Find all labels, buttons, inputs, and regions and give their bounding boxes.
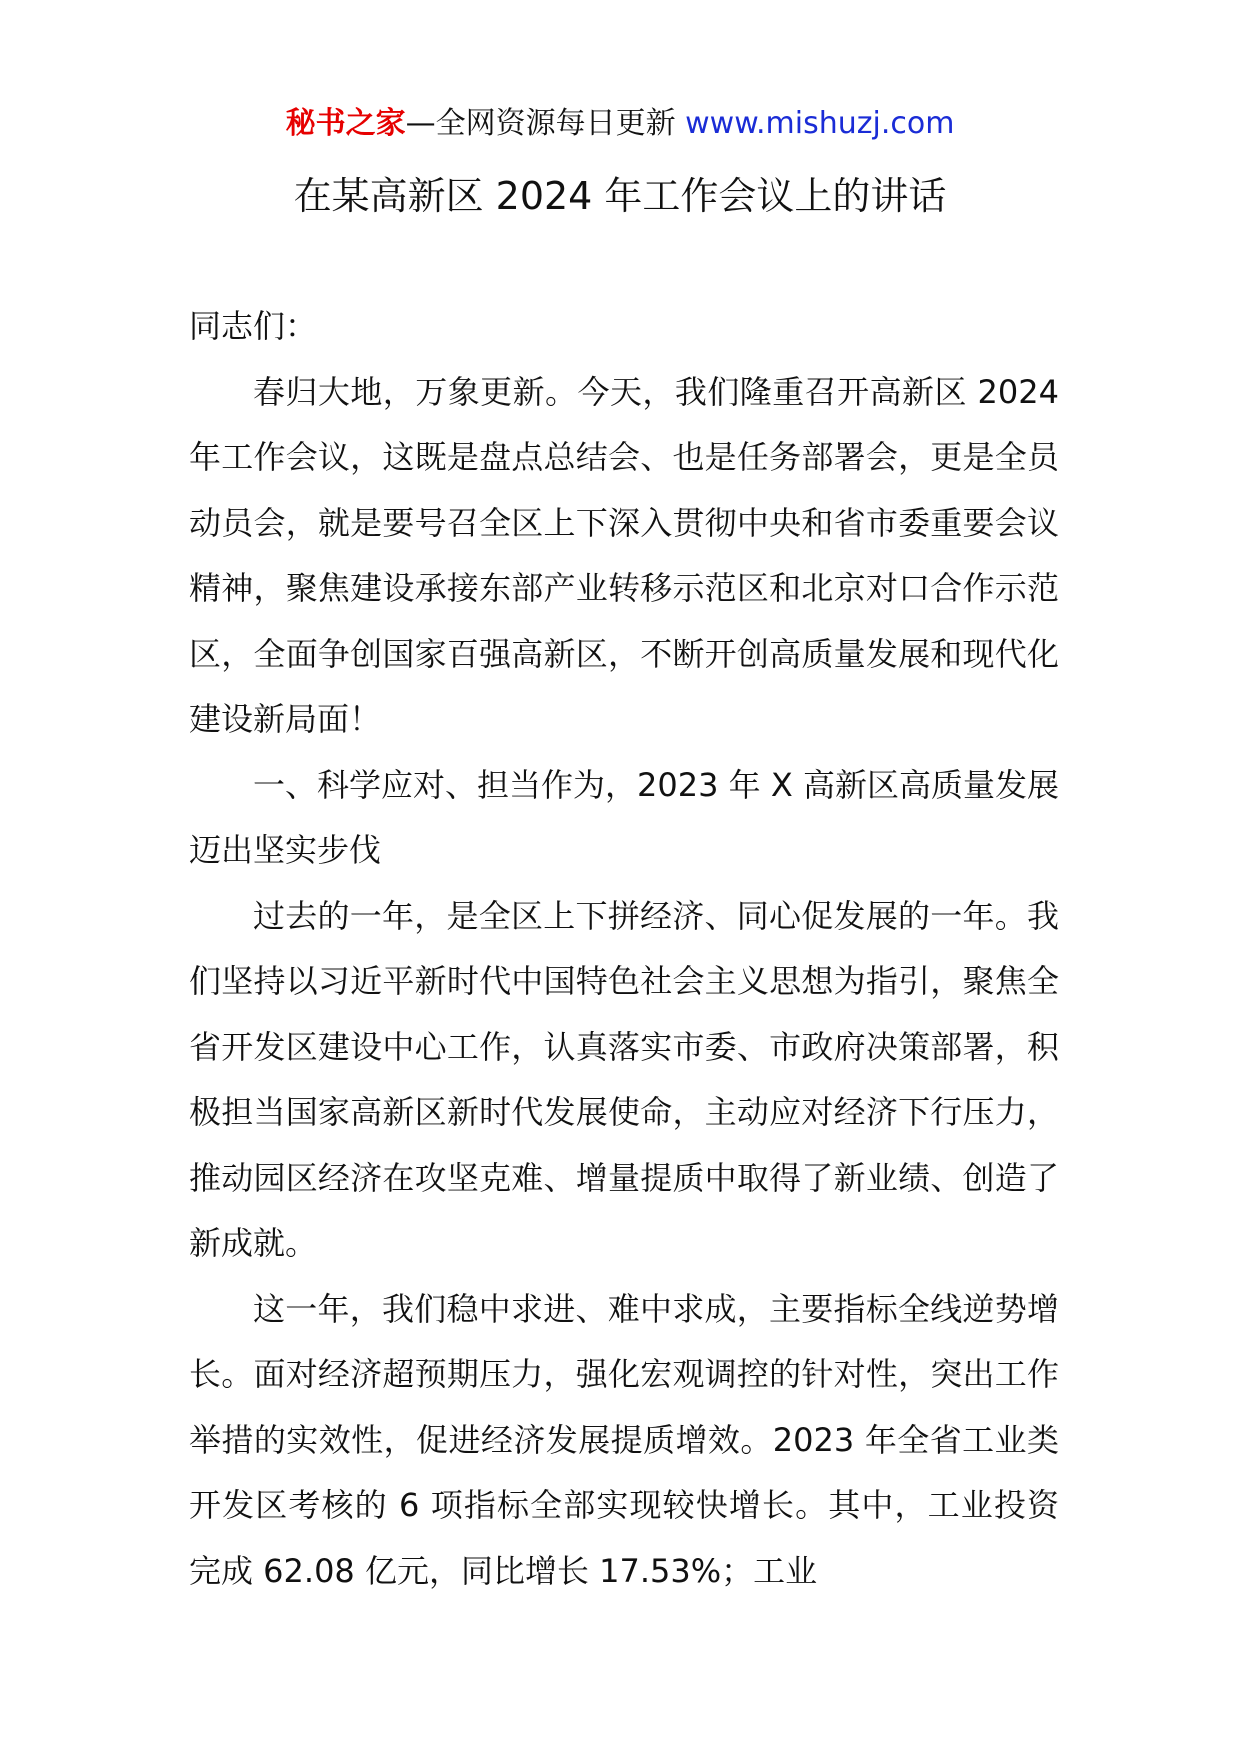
banner-brand: 秘书之家 <box>285 106 406 141</box>
salutation: 同志们： <box>189 307 318 345</box>
banner-url-link[interactable]: www.mishuzj.com <box>685 106 955 141</box>
body-paragraph: 春归大地，万象更新。今天，我们隆重召开高新区 2024 年工作会议，这既是盘点总结会、也是任务部署会，更是全员动员会，就是要号召全区上下深入贯彻中央和省市委重要会议精神，聚焦建设承接东部产业转移示范区和北京对口合作示范区，全面争创国家百强高新区，不断开创高质量发展和现代化建设新局面！ <box>189 372 1059 738</box>
document-body <box>189 294 1059 1604</box>
body-paragraph: 这一年，我们稳中求进、难中求成，主要指标全线逆势增长。面对经济超预期压力，强化宏观调控的针对性，突出工作举措的实效性，促进经济发展提质增效。2023 年全省工业类开发区考核的 6 项指标全部实现较快增长。其中，工业投资完成 62.08 亿元，同比增长 17.53%；工业 <box>189 1289 1059 1590</box>
body-paragraph: 过去的一年，是全区上下拼经济、同心促发展的一年。我们坚持以习近平新时代中国特色社会主义思想为指引，聚焦全省开发区建设中心工作，认真落实市委、市政府决策部署，积极担当国家高新区新时代发展使命，主动应对经济下行压力，推动园区经济在攻坚克难、增量提质中取得了新业绩、创造了新成就。 <box>189 896 1059 1262</box>
site-banner <box>0 104 1240 144</box>
section-heading: 一、科学应对、担当作为，2023 年 X 高新区高质量发展迈出坚实步伐 <box>189 765 1059 869</box>
banner-tagline: —全网资源每日更新 <box>405 106 686 141</box>
document-title: 在某高新区 2024 年工作会议上的讲话 <box>293 174 947 218</box>
